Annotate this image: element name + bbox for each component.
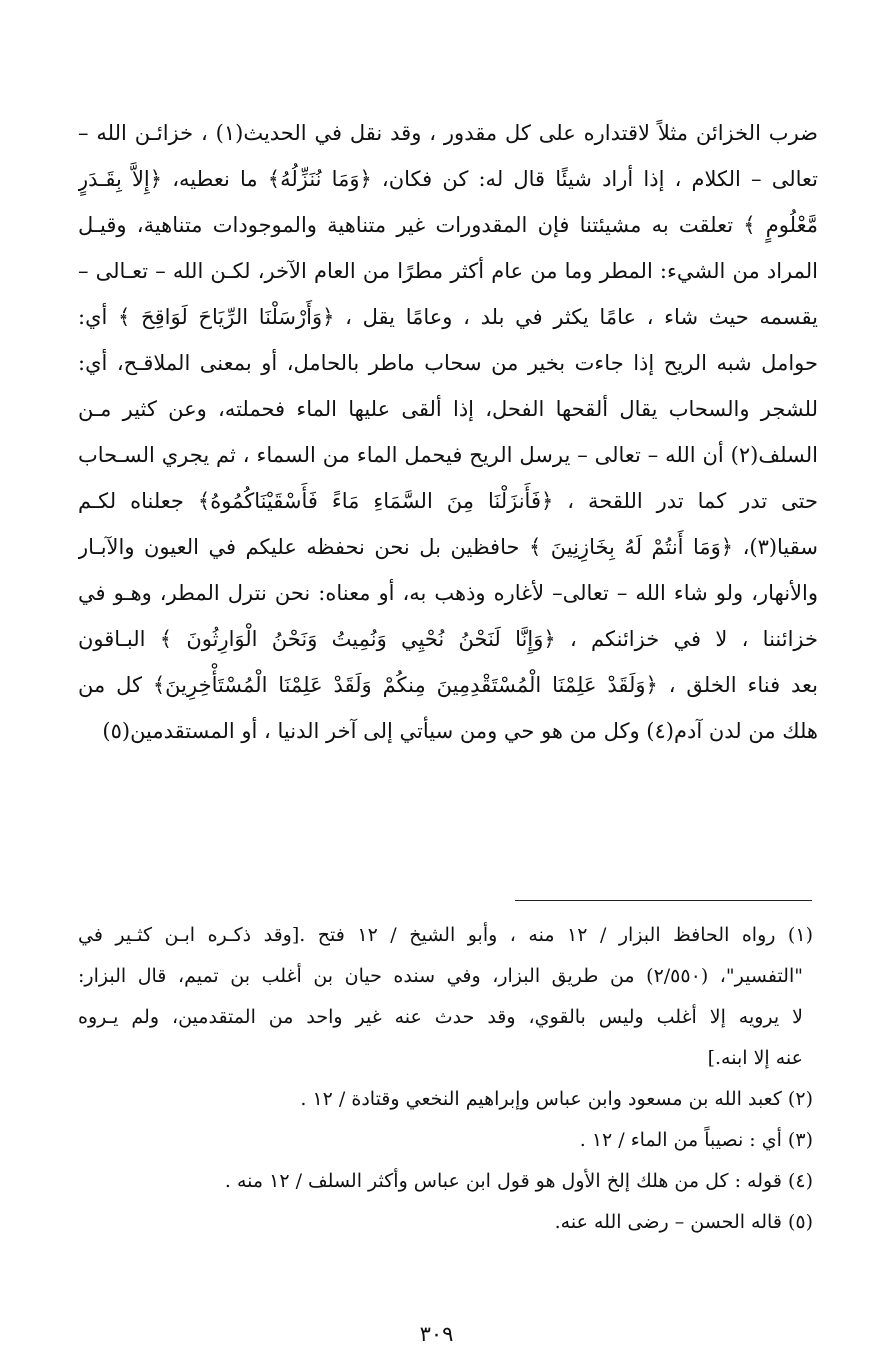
footnote-line: (٥) قاله الحسن – رضى الله عنه.: [554, 1211, 813, 1233]
text-line: يقسمه حيث شاء ، عامًا يكثر في بلد ، وعامًا يقل ، ﴿وَأَرْسَلْنَا الرِّيَاحَ لَوَاقِحَ ﴾ أي:: [78, 305, 818, 329]
footnote-line: (١) رواه الحافظ البزار / ١٢ منه ، وأبو الشيخ / ١٢ فتح .[وقد ذكـره ابـن كثـير في: [78, 924, 813, 946]
text-line: للشجر والسحاب يقال ألقحها الفحل، إذا ألقى عليها الماء فحملته، وعن كثير مـن: [78, 397, 818, 421]
text-line: هلك من لدن آدم(٤) وكل من هو حي ومن سيأتي إلى آخر الدنيا ، أو المستقدمين(٥): [102, 719, 818, 743]
main-text: [78, 110, 818, 754]
text-line: ضرب الخزائن مثلاً لاقتداره على كل مقدور ، وقد نقل في الحديث(١) ، خزائـن الله –: [78, 121, 818, 145]
footnote-line: لا يرويه إلا أغلب وليس بالقوي، وقد حدث عنه غير واحد من المتقدمين، ولم يـروه: [78, 1006, 803, 1028]
text-line: السلف(٢) أن الله – تعالى – يرسل الريح فيحمل الماء من السماء ، ثم يجري السـحاب: [78, 443, 818, 467]
footnote-line: عنه إلا ابنه.]: [707, 1047, 803, 1069]
text-line: سقيا(٣)، ﴿وَمَا أَنتُمْ لَهُ بِخَازِنِينَ ﴾ حافظين بل نحن نحفظه عليكم في العيون والآبـار: [78, 535, 818, 559]
text-line: حتى تدر كما تدر اللقحة ، ﴿فَأَنزَلْنَا مِنَ السَّمَاءِ مَاءً فَأَسْقَيْنَاكُمُوهُ﴾ جعلناه لكـم: [78, 489, 818, 513]
footnote-line: (٢) كعبد الله بن مسعود وابن عباس وإبراهيم النخعي وقتادة / ١٢ .: [300, 1088, 813, 1110]
footnotes: [78, 915, 813, 1243]
text-line: حوامل شبه الريح إذا جاءت بخير من سحاب ماطر بالحامل، أو بمعنى الملاقـح، أي:: [78, 351, 818, 375]
text-line: خزائننا ، لا في خزائنكم ، ﴿وَإِنَّا لَنَحْنُ نُحْيِي وَنُمِيتُ وَنَحْنُ الْوَارِثُونَ ﴾ البـاقون: [78, 627, 818, 651]
text-line: مَّعْلُومٍ ﴾ تعلقت به مشيئتنا فإن المقدورات غير متناهية والموجودات متناهية، وقيـل: [78, 213, 818, 237]
text-line: المراد من الشيء: المطر وما من عام أكثر مطرًا من العام الآخر، لكـن الله – تعـالى –: [78, 259, 818, 283]
text-line: والأنهار، ولو شاء الله – تعالى– لأغاره وذهب به، أو معناه: نحن نترل المطر، وهـو في: [78, 581, 818, 605]
footnote-divider: [515, 900, 812, 901]
text-line: تعالى – الكلام ، إذا أراد شيئًا قال له: كن فكان، ﴿وَمَا نُنَزِّلُهُ﴾ ما نعطيه، ﴿إِلاَّ بِقَـدَرٍ: [78, 167, 818, 191]
footnote-line: (٣) أي : نصيباً من الماء / ١٢ .: [579, 1129, 813, 1151]
page-number: ٣٠٩: [419, 1322, 454, 1346]
footnote-line: (٤) قوله : كل من هلك إلخ الأول هو قول ابن عباس وأكثر السلف / ١٢ منه .: [224, 1170, 813, 1192]
footnote-line: "التفسير"، (٢/٥٥٠) من طريق البزار، وفي سنده حيان بن أغلب بن تميم، قال البزار:: [78, 965, 803, 987]
text-line: بعد فناء الخلق ، ﴿وَلَقَدْ عَلِمْنَا الْمُسْتَقْدِمِينَ مِنكُمْ وَلَقَدْ عَلِمْنَا الْمُسْتَأْخِرِينَ﴾ كل من: [78, 673, 818, 697]
